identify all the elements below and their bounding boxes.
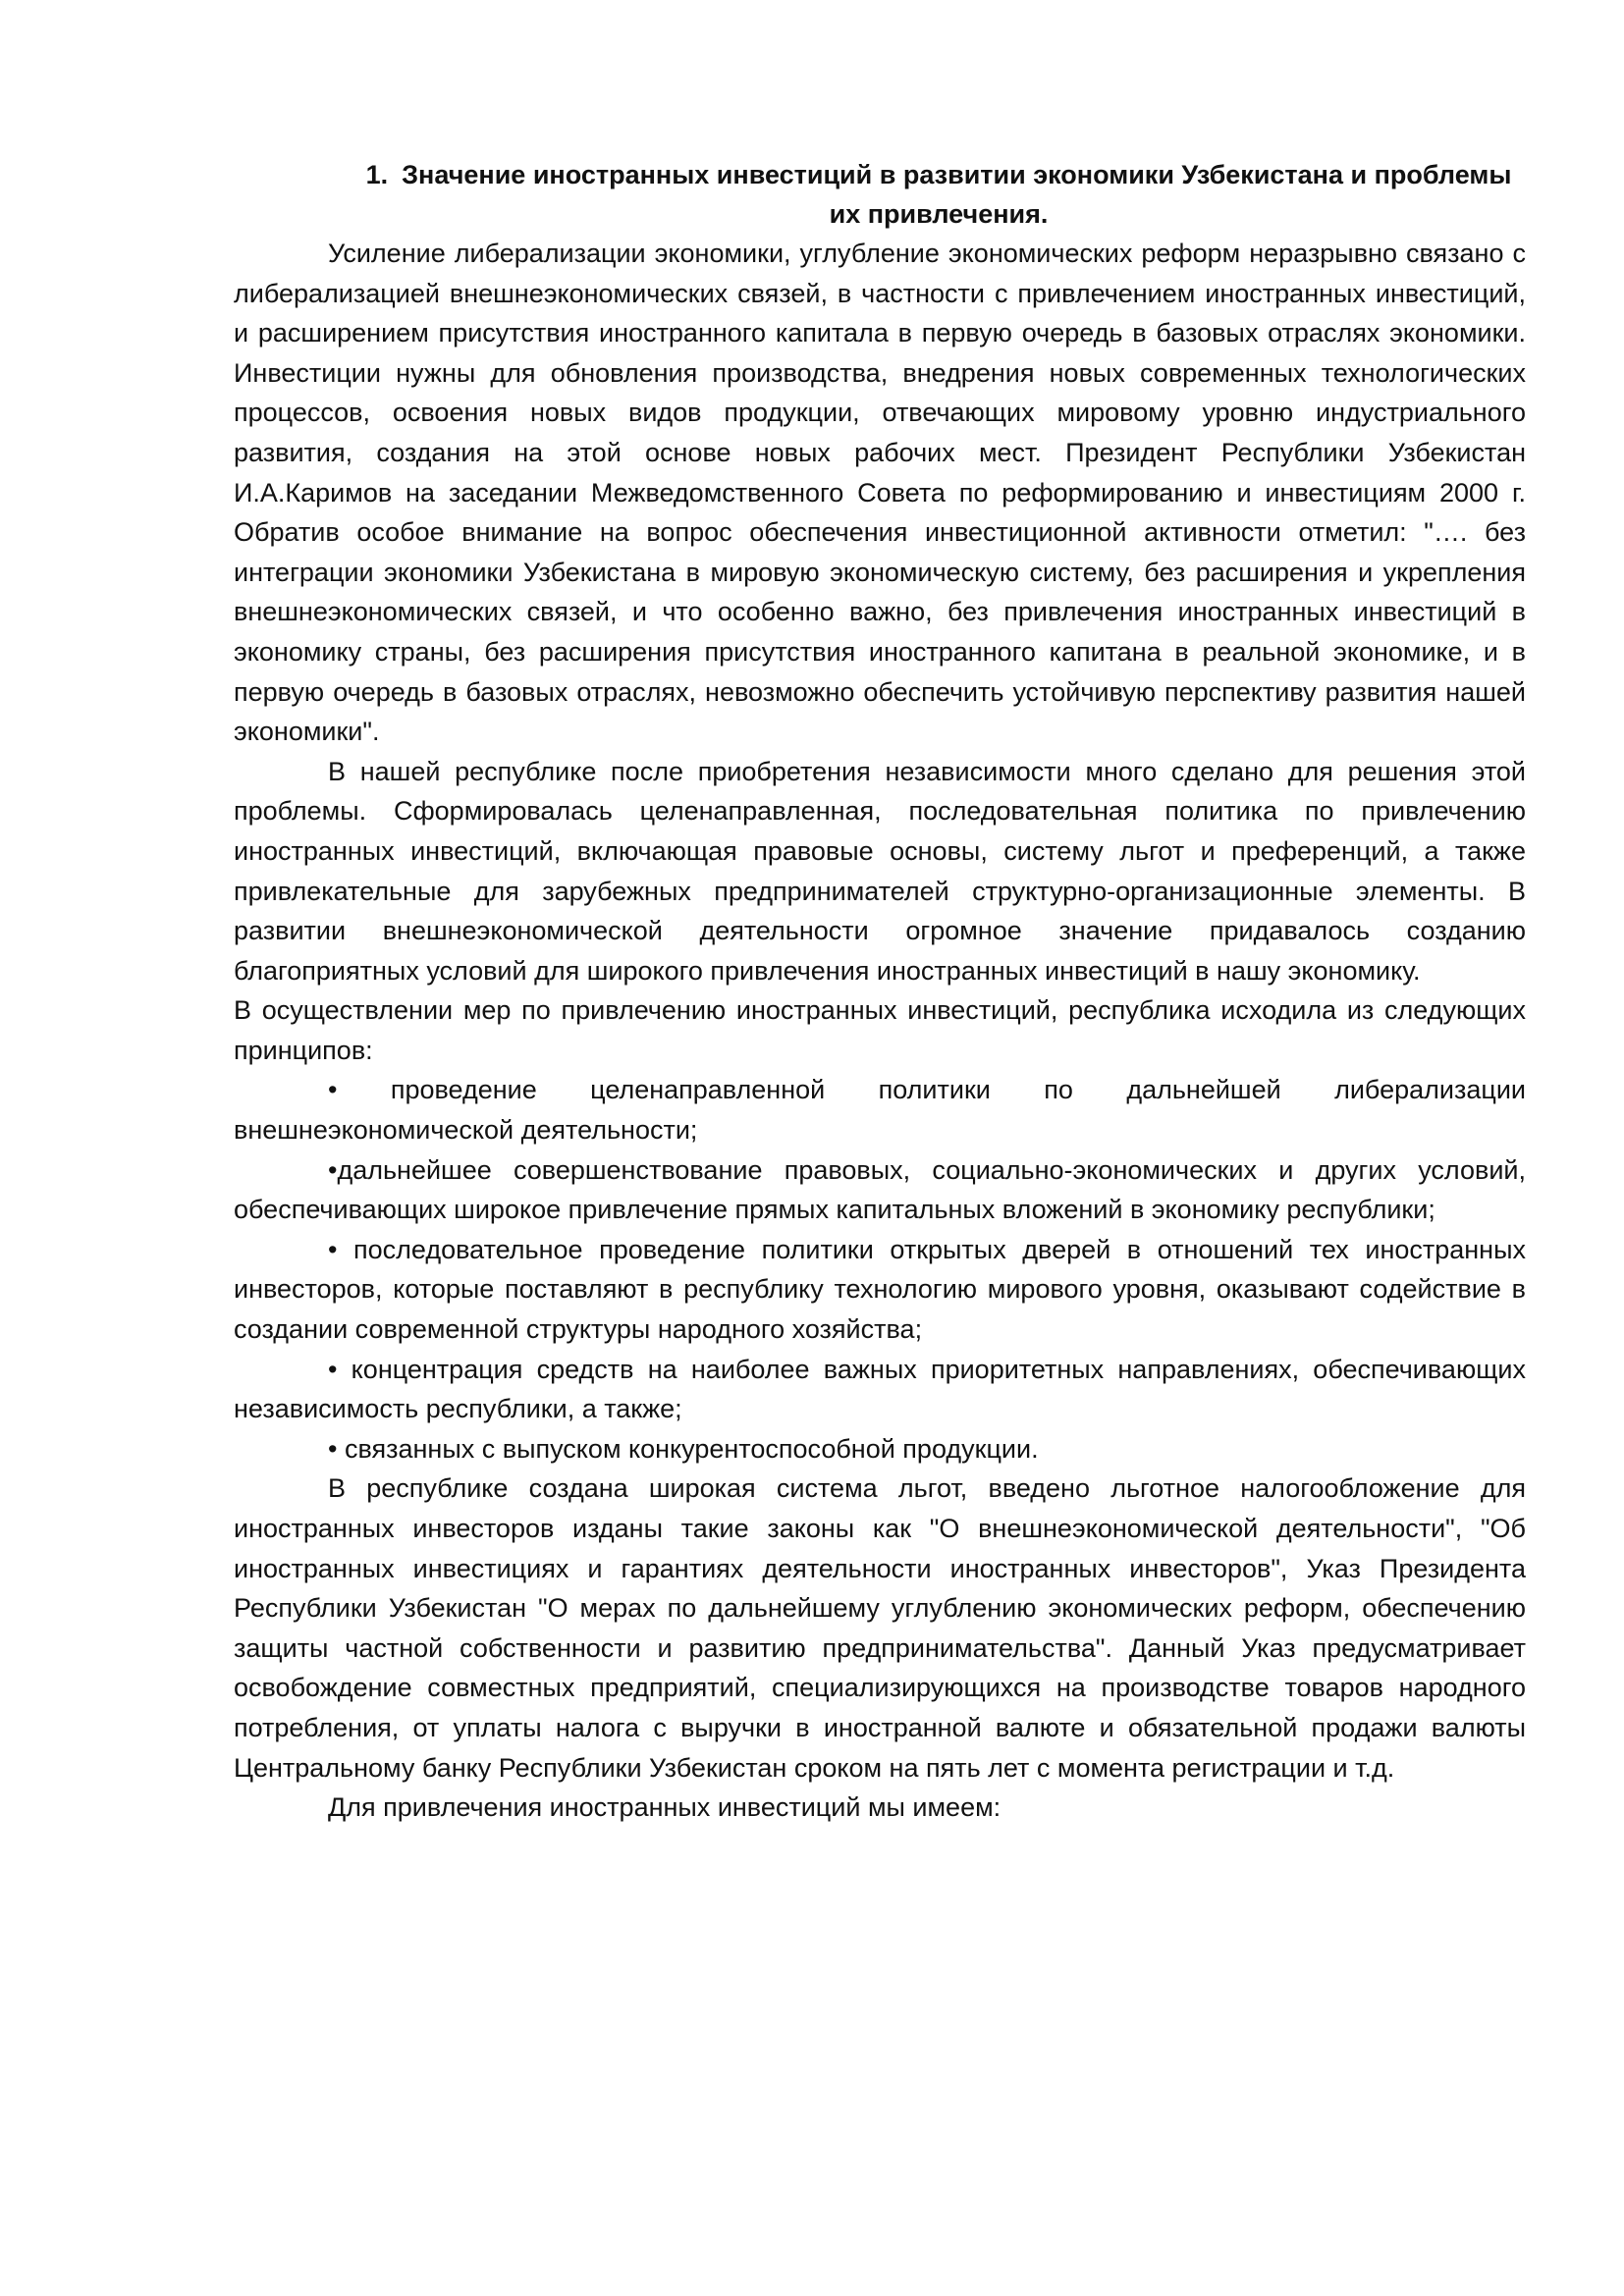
bullet-item: •дальнейшее совершенствование правовых, социально-экономических и других условий, обеспечивающих широкое привлечение прямых капитальных вложений в экономику республики; bbox=[234, 1154, 1526, 1225]
document-body bbox=[234, 155, 1526, 1828]
paragraph-principles-intro: В осуществлении мер по привлечению иностранных инвестиций, республика исходила из следующих принципов: bbox=[234, 995, 1526, 1065]
bullet-item: • концентрация средств на наиболее важных приоритетных направлениях, обеспечивающих независимость республики, а также; bbox=[234, 1354, 1526, 1424]
section-title: Значение иностранных инвестиций в развитии экономики Узбекистана и проблемы их привлечения. bbox=[402, 160, 1512, 229]
paragraph-independence: В нашей республике после приобретения независимости много сделано для решения этой проблемы. Сформировалась целенаправленная, последовательная политика по привлечению иностранных инвестиций, включающая правовые основы, систему льгот и преференций, а также привлекательные для зарубежных предпринимателей структурно-организационные элементы. В развитии внешнеэкономической деятельности огромное значение придавалось созданию благоприятных условий для широкого привлечения иностранных инвестиций в нашу экономику. bbox=[234, 756, 1526, 986]
paragraph-closing: Для привлечения иностранных инвестиций мы имеем: bbox=[328, 1792, 1001, 1823]
section-number: 1. bbox=[365, 160, 389, 189]
paragraph-intro: Усиление либерализации экономики, углубление экономических реформ неразрывно связано с либерализацией внешнеэкономических связей, в частности с привлечением иностранных инвестиций, и расширением присутствия иностранного капитала в первую очередь в базовых отраслях экономики. Инвестиции нужны для обновления производства, внедрения новых современных технологических процессов, освоения новых видов продукции, отвечающих мировому уровню индустриального развития, создания на этой основе новых рабочих мест. Президент Республики Узбекистан И.А.Каримов на заседании Межведомственного Совета по реформированию и инвестициям 2000 г. Обратив особое внимание на вопрос обеспечения инвестиционной активности отметил: "…. без интеграции экономики Узбекистана в мировую экономическую систему, без расширения и укрепления внешнеэкономических связей, и что особенно важно, без привлечения иностранных инвестиций в экономику страны, без расширения присутствия иностранного капитана в реальной экономике, и в первую очередь в базовых отраслях, невозможно обеспечить устойчивую перспективу развития нашей экономики". bbox=[234, 239, 1526, 747]
paragraph-benefits: В республике создана широкая система льгот, введено льготное налогообложение для иностранных инвесторов изданы такие законы как "О внешнеэкономической деятельности", "Об иностранных инвестициях и гарантиях деятельности иностранных инвесторов", Указ Президента Республики Узбекистан "О мерах по дальнейшему углублению экономических реформ, обеспечению защиты частной собственности и развитию предпринимательства". Данный Указ предусматривает освобождение совместных предприятий, специализирующихся на производстве товаров народного потребления, от уплаты налога с выручки в иностранной валюте и обязательной продажи валюты Центральному банку Республики Узбекистан сроком на пять лет с момента регистрации и т.д. bbox=[234, 1473, 1526, 1783]
bullet-item: • проведение целенаправленной политики по дальнейшей либерализации внешнеэкономической деятельности; bbox=[234, 1075, 1526, 1146]
paragraphs bbox=[234, 234, 1526, 1828]
bullet-item: • последовательное проведение политики открытых дверей в отношений тех иностранных инвесторов, которые поставляют в республику технологию мирового уровня, оказывают содействие в создании современной структуры народного хозяйства; bbox=[234, 1234, 1526, 1345]
section-heading bbox=[234, 155, 1526, 234]
bullet-item: • связанных с выпуском конкурентоспособной продукции. bbox=[328, 1433, 1039, 1464]
